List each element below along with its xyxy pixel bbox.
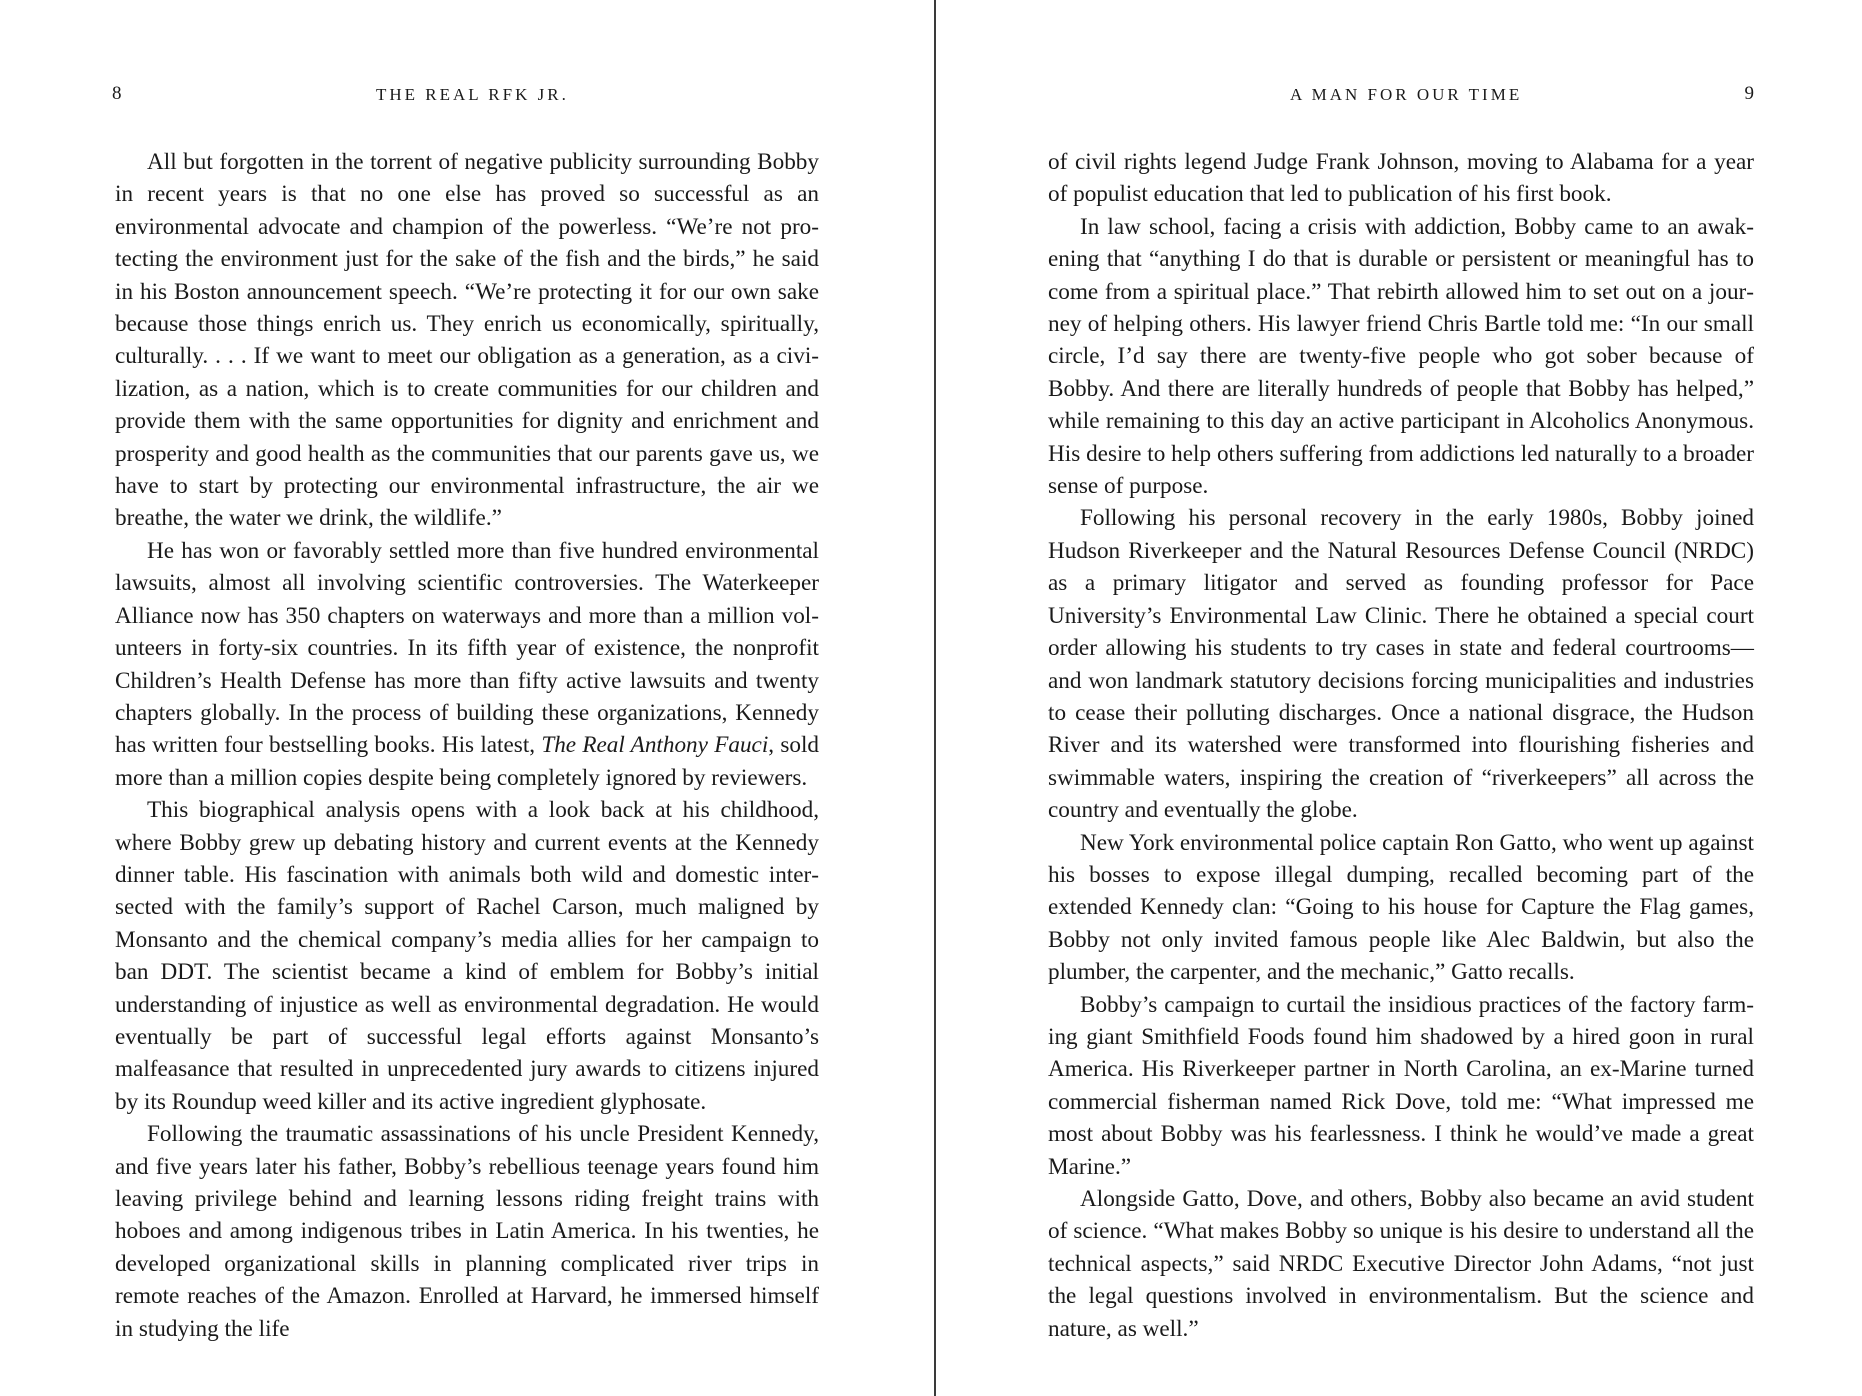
paragraph: Bobby’s campaign to curtail the insidious practices of the factory farming giant Smithfield Foods found him shadowed by a hired goon in rural America. His Riverkeeper partner in North Carolina, an ex-Marine turned commercial fisherman named Rick Dove, told me: “What impressed me most about Bobby was his fearlessness. I think he would’ve made a great Marine.”	[1048, 991, 1754, 1180]
running-head: A MAN FOR OUR TIME	[1290, 85, 1523, 104]
paragraph: This biographical analysis opens with a look back at his childhood, where Bobby grew up debating history and current events at the Kennedy dinner table. His fascination with animals both wild and domestic intersected with the family’s support of Rachel Carson, much maligned by Monsanto and the chemical company’s media allies for her campaign to ban DDT. The scientist became a kind of emblem for Bobby’s initial understanding of injustice as well as environmental degradation. He would eventually be part of successful legal efforts against Monsanto’s malfeasance that resulted in unprecedented jury awards to citizens injured by its Roundup weed killer and its active ingredient glyphosate.	[115, 797, 819, 1115]
body-text	[115, 146, 819, 1345]
paragraph: Following the traumatic assassinations of his uncle President Kennedy, and five years later his father, Bobby’s rebellious teenage years found him leaving privilege behind and learning lessons riding freight trains with hoboes and among indigenous tribes in Latin America. In his twenties, he developed organizational skills in planning complicated river trips in remote reaches of the Amazon. Enrolled at Harvard, he immersed himself in studying the life	[115, 1121, 819, 1342]
body-text	[1048, 146, 1754, 1345]
running-head: THE REAL RFK JR.	[376, 85, 569, 104]
page-number: 9	[1744, 83, 1754, 104]
paragraph: Alongside Gatto, Dove, and others, Bobby also became an avid student of science. “What makes Bobby so unique is his desire to understand all the technical aspects,” said NRDC Executive Director John Adams, “not just the legal questions involved in environmentalism. But the science and nature, as well.”	[1048, 1186, 1754, 1342]
paragraph-text: He has won or favorably settled more than five hundred environmental lawsuits, almost all involving scientific controversies. The Waterkeeper Alliance now has 350 chapters on waterways and more than a million volunteers in forty-six countries. In its fifth year of existence, the nonprofit Children’s Health Defense has more than fifty active lawsuits and twenty chapters globally. In the process of building these organizations, Kennedy has written four bestselling books. His latest,	[115, 537, 819, 759]
right-page	[936, 0, 1862, 1396]
page-number: 8	[112, 83, 122, 104]
paragraph-text: , sold more than a million copies despite being completely ignored by reviewers.	[115, 732, 819, 791]
paragraph: Following his personal recovery in the early 1980s, Bobby joined Hudson Riverkeeper and the Natural Resources Defense Council (NRDC) as a primary litigator and served as founding professor for Pace University’s Environmental Law Clinic. There he obtained a special court order allowing his students to try cases in state and federal courtrooms—and won landmark statutory decisions forcing municipalities and industries to cease their polluting discharges. Once a national disgrace, the Hudson River and its watershed were transformed into flourishing fisheries and swimmable waters, inspiring the creation of “riverkeepers” all across the country and eventually the globe.	[1048, 505, 1754, 824]
paragraph: of civil rights legend Judge Frank Johnson, moving to Alabama for a year of populist education that led to publication of his first book.	[1048, 149, 1754, 208]
paragraph: In law school, facing a crisis with addiction, Bobby came to an awakening that “anything I do that is durable or persistent or meaningful has to come from a spiritual place.” That rebirth allowed him to set out on a journey of helping others. His lawyer friend Chris Bartle told me: “In our small circle, I’d say there are twenty-five people who got sober because of Bobby. And there are literally hundreds of people that Bobby has helped,” while remaining to this day an active participant in Alcoholics Anonymous. His desire to help others suffering from addictions led naturally to a broader sense of purpose.	[1048, 213, 1754, 500]
book-title: The Real Anthony Fauci	[541, 732, 769, 759]
paragraph	[115, 535, 819, 794]
paragraph: New York environmental police captain Ron Gatto, who went up against his bosses to expose illegal dumping, recalled becoming part of the extended Kennedy clan: “Going to his house for Capture the Flag games, Bobby not only invited famous people like Alec Baldwin, but also the plumber, the carpenter, and the mechanic,” Gatto recalls.	[1048, 829, 1754, 986]
paragraph: All but forgotten in the torrent of negative publicity surrounding Bobby in recent years is that no one else has proved so successful as an environmental advocate and champion of the powerless. “We’re not protecting the environment just for the sake of the fish and the birds,” he said in his Boston announcement speech. “We’re protecting it for our own sake because those things enrich us. They enrich us economically, spiritually, culturally. . . . If we want to meet our obligation as a generation, as a civilization, as a nation, which is to create communities for our children and provide them with the same opportunities for dignity and enrichment and prosperity and good health as the communities that our parents gave us, we have to start by protecting our environmental infrastructure, the air we breathe, the water we drink, the wildlife.”	[115, 149, 819, 532]
